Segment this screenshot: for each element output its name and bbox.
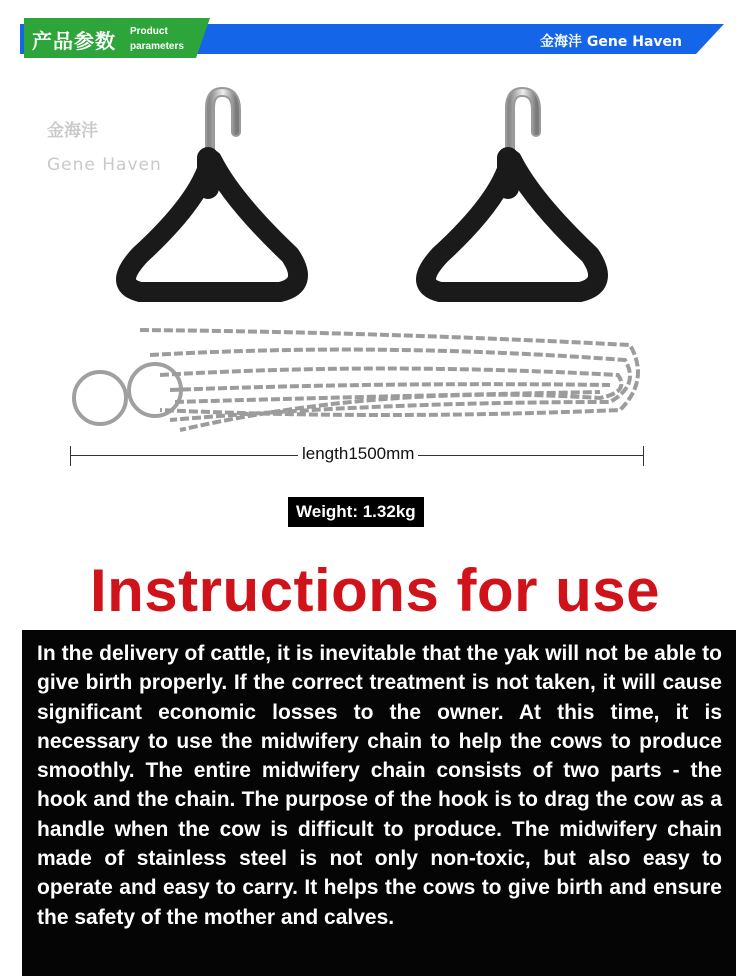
header-brand: 金海沣 Gene Haven [540, 34, 682, 50]
header-tab-title-en [130, 24, 184, 54]
header-tab-title-cn: 产品参数 [32, 29, 116, 53]
chain-icon [140, 330, 638, 430]
watermark-cn: 金海沣 [47, 121, 98, 141]
watermark-en: Gene Haven [47, 155, 162, 175]
dimension-tick-left [70, 446, 71, 466]
right-hook-icon [426, 92, 598, 292]
dimension-tick-right [643, 446, 644, 466]
length-label: length1500mm [298, 444, 418, 466]
header-tab-title-en-line1: Product [130, 26, 168, 37]
product-image [0, 80, 750, 440]
instructions-title: Instructions for use [89, 557, 661, 624]
weight-badge: Weight: 1.32kg [288, 497, 424, 527]
header-tab-title-en-line2: parameters [130, 41, 184, 52]
left-hook-icon [126, 92, 298, 292]
instructions-body: In the delivery of cattle, it is inevitable that the yak will not be able to give birth properly. If the correct treatment is not taken, it will cause significant economic losses to the owner. At this time, it is necessary to use the midwifery chain to help the cows to produce smoothly. The entire midwifery chain consists of two parts - the hook and the chain. The purpose of the hook is to drag the cow as a handle when the cow is difficult to produce. The midwifery chain made of stainless steel is not only non-toxic, but also easy to operate and easy to carry. It helps the cows to give birth and ensure the safety of the mother and calves. [22, 630, 736, 976]
